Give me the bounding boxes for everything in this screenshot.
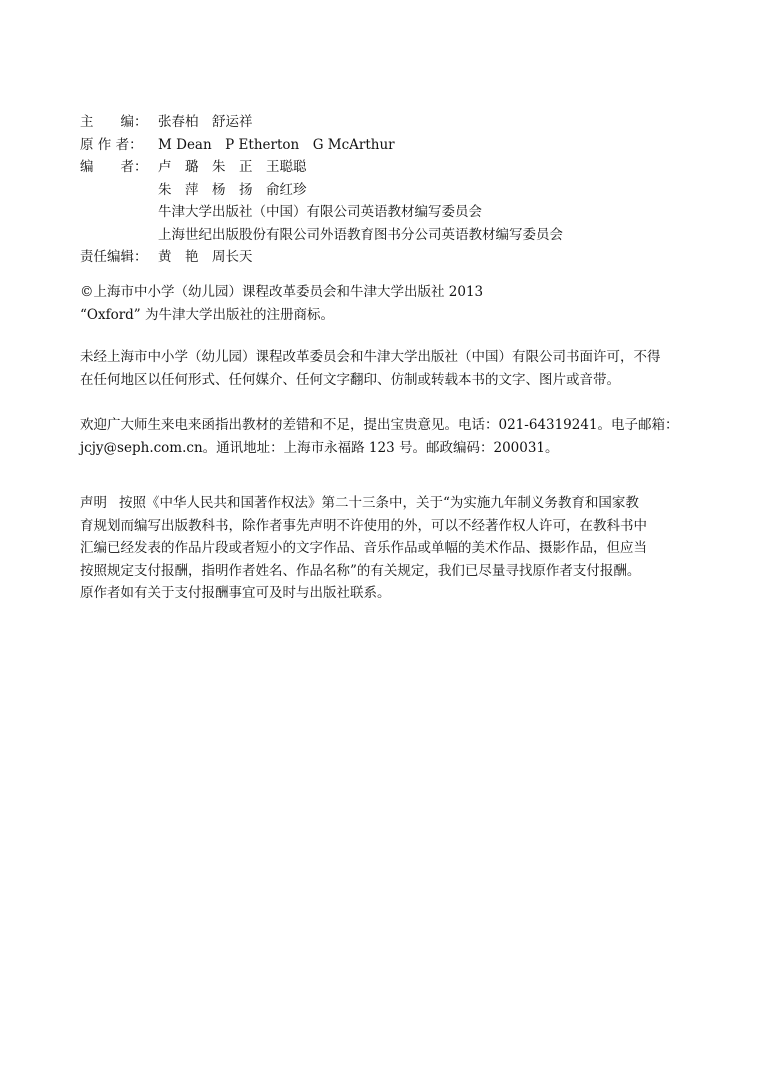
credit-value: 上海世纪出版股份有限公司外语教育图书分公司英语教材编写委员会: [158, 226, 563, 243]
permission-line: 在任何地区以任何形式、任何媒介、任何文字翻印、仿制或转载本书的文字、图片或音带。: [80, 371, 620, 388]
credit-row-editors: [80, 156, 563, 179]
credit-value: 朱 萍 杨 扬 俞红珍: [158, 181, 307, 198]
declaration-line: 按照规定支付报酬，指明作者姓名、作品名称”的有关规定，我们已尽量寻找原作者支付报酬。: [80, 562, 641, 579]
declaration-line: 育规划而编写出版教科书，除作者事先声明不许使用的外，可以不经著作权人许可，在教科书中: [80, 517, 647, 534]
permission-notice: [80, 346, 692, 391]
declaration-line: 原作者如有关于支付报酬事宜可及时与出版社联系。: [80, 585, 391, 601]
credit-row-editors-cont-1: [80, 179, 563, 202]
copyright-notice: [80, 281, 692, 326]
declaration-first-line: [80, 492, 692, 515]
credit-label: 责任编辑：: [80, 249, 148, 265]
declaration-text: 按照《中华人民共和国著作权法》第二十三条中，关于“为实施九年制义务教育和国家教: [119, 495, 639, 511]
trademark-line: “Oxford” 为牛津大学出版社的注册商标。: [80, 306, 334, 323]
credit-row-original-authors: [80, 134, 563, 157]
declaration-block: [80, 492, 692, 605]
declaration-line: 汇编已经发表的作品片段或者短小的文字作品、音乐作品或单幅的美术作品、摄影作品，但应当: [80, 540, 647, 556]
credit-value: 牛津大学出版社（中国）有限公司英语教材编写委员会: [158, 204, 482, 220]
credits-block: [80, 111, 563, 269]
credit-value: 卢 璐 朱 正 王聪聪: [158, 159, 307, 175]
credit-value: 黄 艳 周长天: [158, 249, 253, 265]
credit-label: 原 作 者：: [80, 136, 143, 153]
credit-row-responsible-editors: [80, 246, 563, 269]
credit-label: 编 者：: [80, 159, 148, 175]
credit-row-editors-cont-3: [80, 224, 563, 247]
copyright-line: ©上海市中小学（幼儿园）课程改革委员会和牛津大学出版社 2013: [80, 284, 484, 300]
declaration-heading: 声明: [80, 495, 107, 511]
credit-label: 主 编：: [80, 114, 148, 130]
credit-value: M Dean P Etherton G McArthur: [158, 136, 395, 153]
contact-line: 欢迎广大师生来电来函指出教材的差错和不足，提出宝贵意见。电话：021-64319241。电子邮箱：: [80, 417, 679, 433]
contact-line: jcjy@seph.com.cn。通讯地址：上海市永福路 123 号。邮政编码：200031。: [80, 439, 559, 456]
credit-row-editors-cont-2: [80, 201, 563, 224]
credit-value: 张春柏 舒运祥: [158, 114, 253, 130]
contact-info: [80, 414, 692, 459]
permission-line: 未经上海市中小学（幼儿园）课程改革委员会和牛津大学出版社（中国）有限公司书面许可，不得: [80, 349, 661, 365]
credit-row-chief-editor: [80, 111, 563, 134]
